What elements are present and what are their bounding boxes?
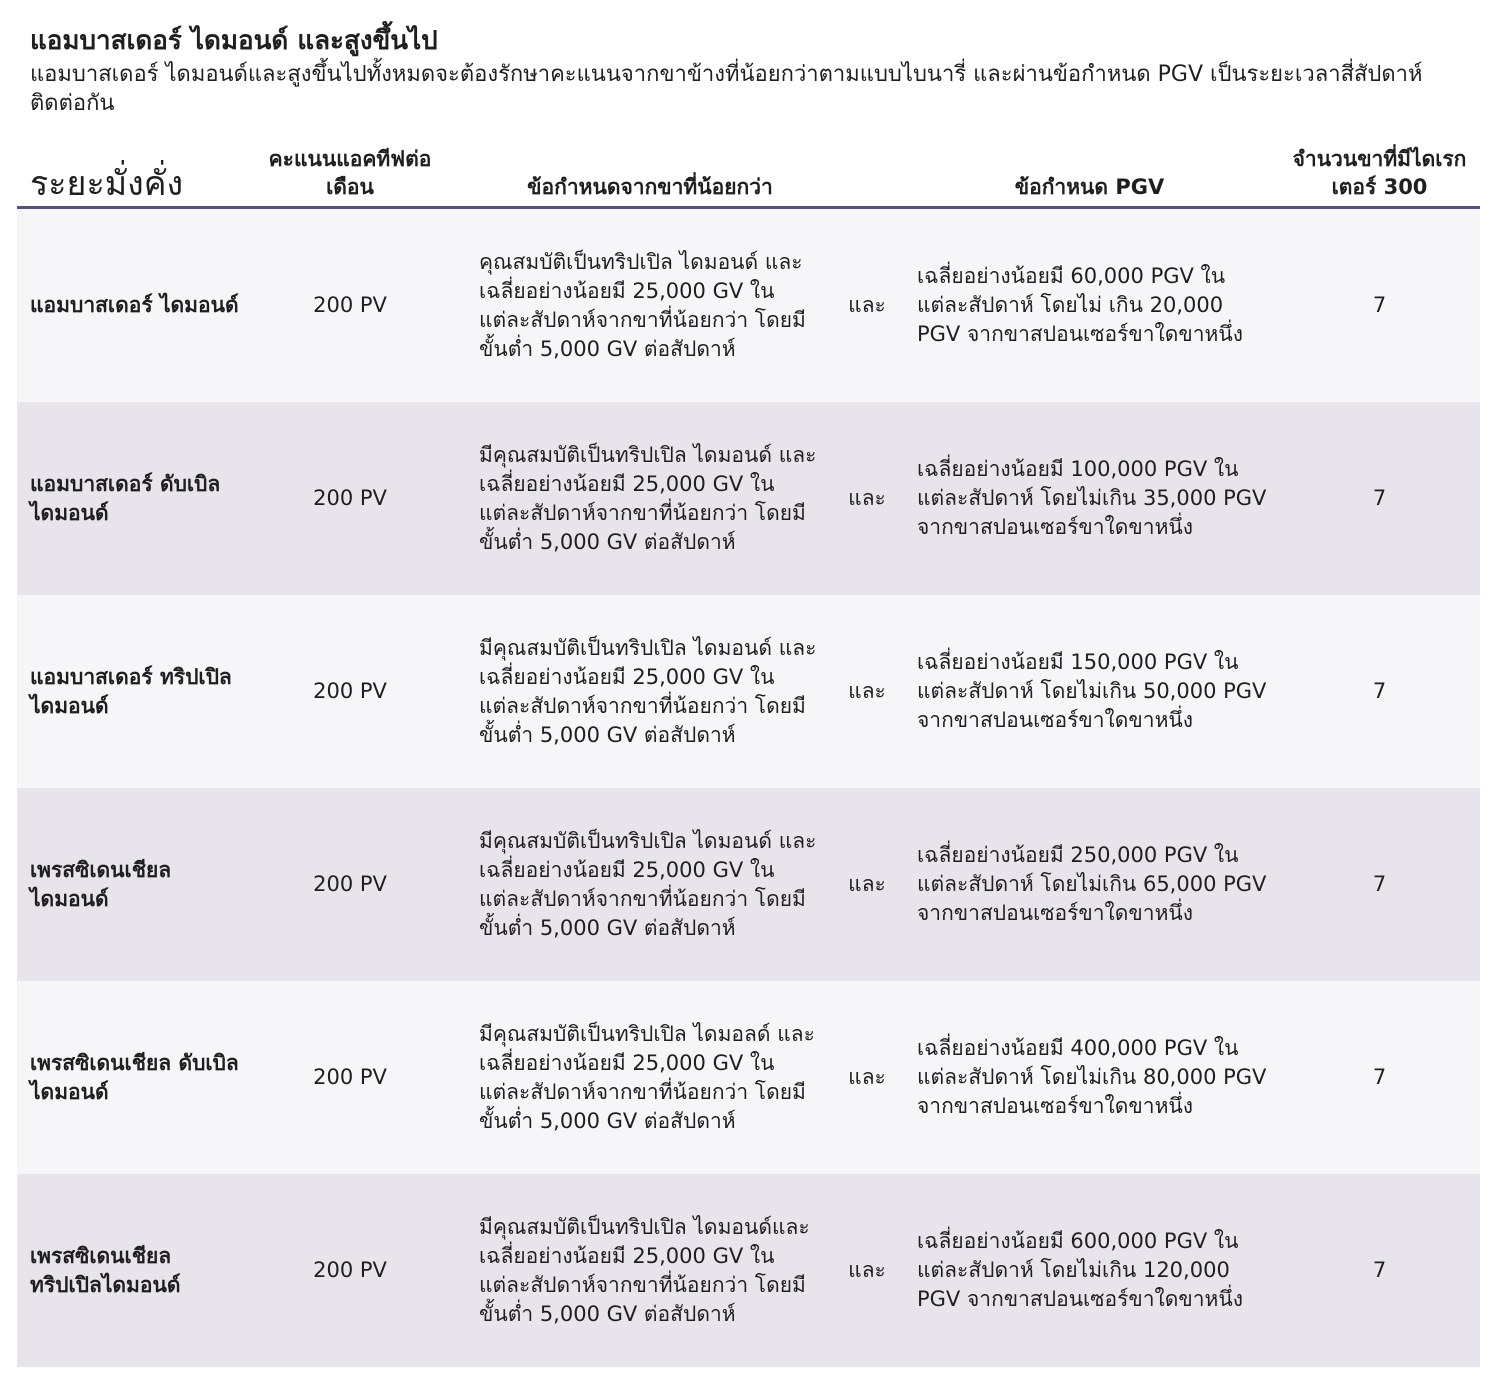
pgv-text: เฉลี่ยอย่างน้อยมี 150,000 PGV ในแต่ละสัปดาห์ โดยไม่เกิน 50,000 PGV จากขาสปอนเซอร์ขาใดขาหนึ่ง <box>917 650 1267 732</box>
table-row <box>17 209 1480 402</box>
rank-cell <box>30 1174 240 1367</box>
page-subtitle: แอมบาสเดอร์ ไดมอนด์และสูงขึ้นไปทั้งหมดจะต้องรักษาคะแนนจากขาข้างที่น้อยกว่าตามแบบไบนารี่ และผ่านข้อกำหนด PGV เป็นระยะเวลาสี่สัปดาห์ติดต่อกัน <box>30 62 1423 116</box>
pv-cell <box>245 402 455 595</box>
count-value: 7 <box>1372 1258 1387 1282</box>
pv-value: 200 PV <box>313 1258 387 1282</box>
table-row <box>17 595 1480 788</box>
lesser-leg-text: มีคุณสมบัติเป็นทริปเปิล ไดมอนด์ และเฉลี่ยอย่างน้อยมี 25,000 GV ในแต่ละสัปดาห์จากขาที่น้อยกว่า โดยมีขั้นต่ำ 5,000 GV ต่อสัปดาห์ <box>479 828 817 940</box>
pgv-text: เฉลี่ยอย่างน้อยมี 400,000 PGV ในแต่ละสัปดาห์ โดยไม่เกิน 80,000 PGV จากขาสปอนเซอร์ขาใดขาหนึ่ง <box>917 1036 1267 1118</box>
and-cell <box>835 209 899 402</box>
rank-cell <box>30 788 240 981</box>
and-text: และ <box>848 1065 886 1089</box>
header-rank: ระยะมั่งคั่ง <box>30 164 184 204</box>
table-row <box>17 402 1480 595</box>
page-title: แอมบาสเดอร์ ไดมอนด์ และสูงขึ้นไป <box>30 26 438 56</box>
rank-cell <box>30 402 240 595</box>
lesser-leg-text: คุณสมบัติเป็นทริปเปิล ไดมอนด์ และเฉลี่ยอย่างน้อยมี 25,000 GV ในแต่ละสัปดาห์จากขาที่น้อยกว่า โดยมีขั้นต่ำ 5,000 GV ต่อสัปดาห์ <box>479 249 806 361</box>
rank-name: แอมบาสเดอร์ ทริปเปิลไดมอนด์ <box>30 664 232 718</box>
table-row <box>17 788 1480 981</box>
pv-cell <box>245 209 455 402</box>
lesser-leg-cell <box>479 1174 824 1367</box>
count-value: 7 <box>1372 1065 1387 1089</box>
requirements-table <box>17 140 1480 1367</box>
pgv-text: เฉลี่ยอย่างน้อยมี 250,000 PGV ในแต่ละสัปดาห์ โดยไม่เกิน 65,000 PGV จากขาสปอนเซอร์ขาใดขาหนึ่ง <box>917 843 1267 925</box>
lesser-leg-text: มีคุณสมบัติเป็นทริปเปิล ไดมอนด์และเฉลี่ยอย่างน้อยมี 25,000 GV ในแต่ละสัปดาห์จากขาที่น้อยกว่า โดยมีขั้นต่ำ 5,000 GV ต่อสัปดาห์ <box>479 1214 810 1326</box>
pgv-cell <box>917 595 1267 788</box>
count-value: 7 <box>1372 679 1387 703</box>
rank-cell <box>30 209 240 402</box>
and-cell <box>835 788 899 981</box>
count-value: 7 <box>1372 293 1387 317</box>
rank-name: แอมบาสเดอร์ ไดมอนด์ <box>30 293 239 317</box>
and-cell <box>835 595 899 788</box>
pgv-cell <box>917 1174 1267 1367</box>
and-text: และ <box>848 1258 886 1282</box>
rank-name: เพรสซิเดนเชียล ดับเบิลไดมอนด์ <box>30 1050 239 1104</box>
header-pgv: ข้อกำหนด PGV <box>1014 175 1165 199</box>
lesser-leg-text: มีคุณสมบัติเป็นทริปเปิล ไดมอนด์ และเฉลี่ยอย่างน้อยมี 25,000 GV ในแต่ละสัปดาห์จากขาที่น้อยกว่า โดยมีขั้นต่ำ 5,000 GV ต่อสัปดาห์ <box>479 635 817 747</box>
count-cell <box>1287 209 1472 402</box>
count-value: 7 <box>1372 872 1387 896</box>
pv-value: 200 PV <box>313 293 387 317</box>
and-cell <box>835 981 899 1174</box>
count-cell <box>1287 1174 1472 1367</box>
and-cell <box>835 1174 899 1367</box>
pv-cell <box>245 1174 455 1367</box>
table-header <box>17 140 1480 209</box>
rank-name: แอมบาสเดอร์ ดับเบิลไดมอนด์ <box>30 471 221 525</box>
and-text: และ <box>848 293 886 317</box>
table-row <box>17 1174 1480 1367</box>
count-value: 7 <box>1372 486 1387 510</box>
header-director-count: จำนวนขาที่มีไดเรกเตอร์ 300 <box>1292 147 1467 199</box>
header-active-points: คะแนนแอคทีฟต่อเดือน <box>268 147 432 199</box>
count-cell <box>1287 402 1472 595</box>
count-cell <box>1287 788 1472 981</box>
and-cell <box>835 402 899 595</box>
pv-cell <box>245 595 455 788</box>
pgv-text: เฉลี่ยอย่างน้อยมี 60,000 PGV ในแต่ละสัปดาห์ โดยไม่ เกิน 20,000 PGV จากขาสปอนเซอร์ขาใดขาหนึ่ง <box>917 264 1244 346</box>
lesser-leg-cell <box>479 788 824 981</box>
pv-value: 200 PV <box>313 872 387 896</box>
pgv-text: เฉลี่ยอย่างน้อยมี 100,000 PGV ในแต่ละสัปดาห์ โดยไม่เกิน 35,000 PGV จากขาสปอนเซอร์ขาใดขาหนึ่ง <box>917 457 1267 539</box>
count-cell <box>1287 595 1472 788</box>
pgv-cell <box>917 402 1267 595</box>
table-row <box>17 981 1480 1174</box>
lesser-leg-text: มีคุณสมบัติเป็นทริปเปิล ไดมอลด์ และเฉลี่ยอย่างน้อยมี 25,000 GV ในแต่ละสัปดาห์จากขาที่น้อยกว่า โดยมีขั้นต่ำ 5,000 GV ต่อสัปดาห์ <box>479 1021 815 1133</box>
pv-value: 200 PV <box>313 679 387 703</box>
pv-cell <box>245 981 455 1174</box>
lesser-leg-cell <box>479 402 824 595</box>
header-lesser-leg: ข้อกำหนดจากขาที่น้อยกว่า <box>527 175 773 199</box>
pv-value: 200 PV <box>313 1065 387 1089</box>
pv-value: 200 PV <box>313 486 387 510</box>
lesser-leg-cell <box>479 595 824 788</box>
lesser-leg-text: มีคุณสมบัติเป็นทริปเปิล ไดมอนด์ และเฉลี่ยอย่างน้อยมี 25,000 GV ในแต่ละสัปดาห์จากขาที่น้อยกว่า โดยมีขั้นต่ำ 5,000 GV ต่อสัปดาห์ <box>479 442 817 554</box>
pv-cell <box>245 788 455 981</box>
rank-cell <box>30 595 240 788</box>
pgv-cell <box>917 981 1267 1174</box>
and-text: และ <box>848 679 886 703</box>
and-text: และ <box>848 872 886 896</box>
count-cell <box>1287 981 1472 1174</box>
rank-name: เพรสซิเดนเชียล ไดมอนด์ <box>30 857 172 911</box>
pgv-cell <box>917 788 1267 981</box>
and-text: และ <box>848 486 886 510</box>
rank-name: เพรสซิเดนเชียล ทริปเปิลไดมอนด์ <box>30 1243 181 1297</box>
lesser-leg-cell <box>479 981 824 1174</box>
lesser-leg-cell <box>479 209 824 402</box>
rank-cell <box>30 981 240 1174</box>
pgv-cell <box>917 209 1267 402</box>
pgv-text: เฉลี่ยอย่างน้อยมี 600,000 PGV ในแต่ละสัปดาห์ โดยไม่เกิน 120,000 PGV จากขาสปอนเซอร์ขาใดขาหนึ่ง <box>917 1229 1244 1311</box>
